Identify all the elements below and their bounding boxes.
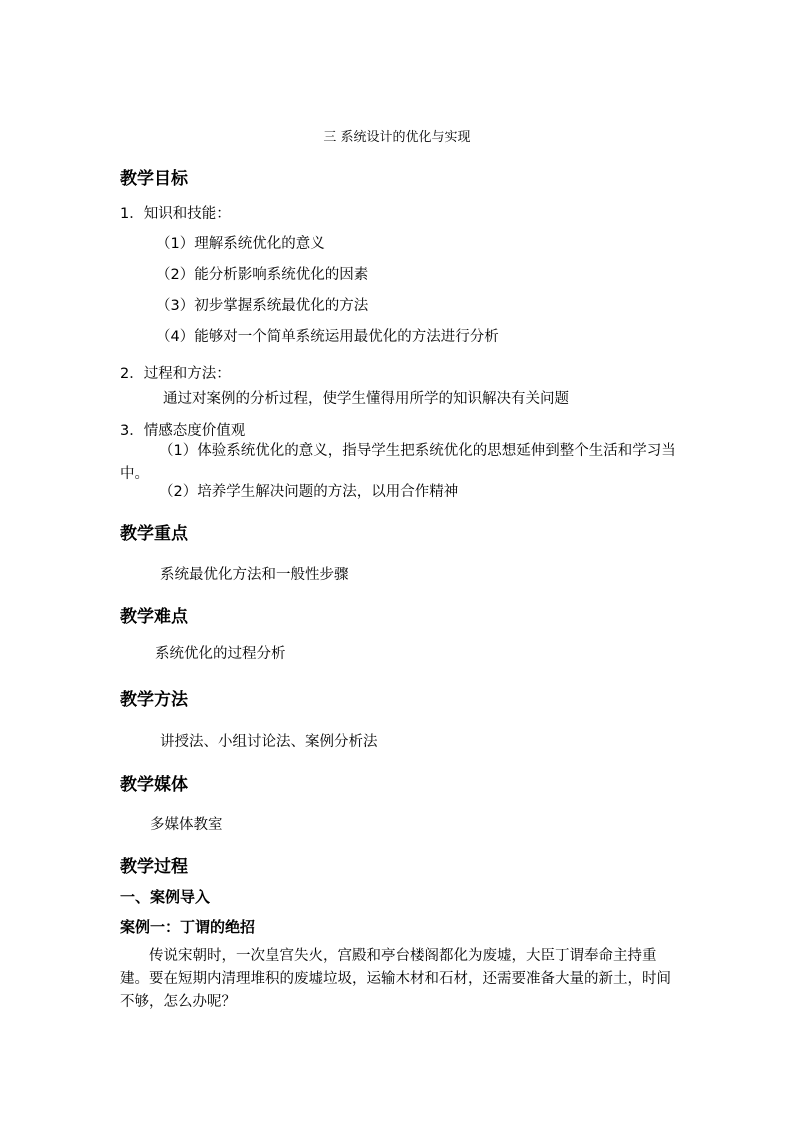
methods-text: 讲授法、小组讨论法、案例分析法 bbox=[160, 734, 378, 750]
media-text: 多媒体教室 bbox=[150, 817, 223, 833]
attitude-item-1: （1）体验系统优化的意义，指导学生把系统优化的思想延伸到整个生活和学习当中。 bbox=[120, 443, 676, 482]
process-text: 通过对案例的分析过程，使学生懂得用所学的知识解决有关问题 bbox=[163, 391, 569, 407]
case-intro-subheading: 一、案例导入 bbox=[120, 888, 211, 906]
knowledge-item-3: （3）初步掌握系统最优化的方法 bbox=[156, 298, 369, 314]
difficulties-heading: 教学难点 bbox=[120, 607, 188, 627]
knowledge-item-4: （4）能够对一个简单系统运用最优化的方法进行分析 bbox=[156, 329, 499, 345]
difficulties-text: 系统优化的过程分析 bbox=[155, 646, 286, 662]
case-title: 案例一：丁谓的绝招 bbox=[120, 918, 256, 936]
knowledge-label: 1．知识和技能： bbox=[120, 206, 231, 222]
key-points-heading: 教学重点 bbox=[120, 524, 188, 544]
knowledge-item-2: （2）能分析影响系统优化的因素 bbox=[156, 267, 369, 283]
attitude-label: 3．情感态度价值观 bbox=[120, 423, 246, 439]
objectives-heading: 教学目标 bbox=[120, 169, 188, 189]
media-heading: 教学媒体 bbox=[120, 775, 188, 795]
document-title: 三 系统设计的优化与实现 bbox=[323, 130, 471, 145]
key-points-text: 系统最优化方法和一般性步骤 bbox=[160, 567, 349, 583]
knowledge-item-1: （1）理解系统优化的意义 bbox=[156, 236, 325, 252]
attitude-item-2: （2）培养学生解决问题的方法，以用合作精神 bbox=[159, 484, 459, 500]
process-label: 2．过程和方法： bbox=[120, 366, 231, 382]
case-text: 传说宋朝时，一次皇宫失火，宫殿和亭台楼阁都化为废墟，大臣丁谓奉命主持重建。要在短期内清理堆积的废墟垃圾，运输木材和石材，还需要准备大量的新土，时间不够，怎么办呢？ bbox=[120, 948, 671, 1010]
methods-heading: 教学方法 bbox=[120, 690, 188, 710]
teaching-process-heading: 教学过程 bbox=[120, 857, 188, 877]
